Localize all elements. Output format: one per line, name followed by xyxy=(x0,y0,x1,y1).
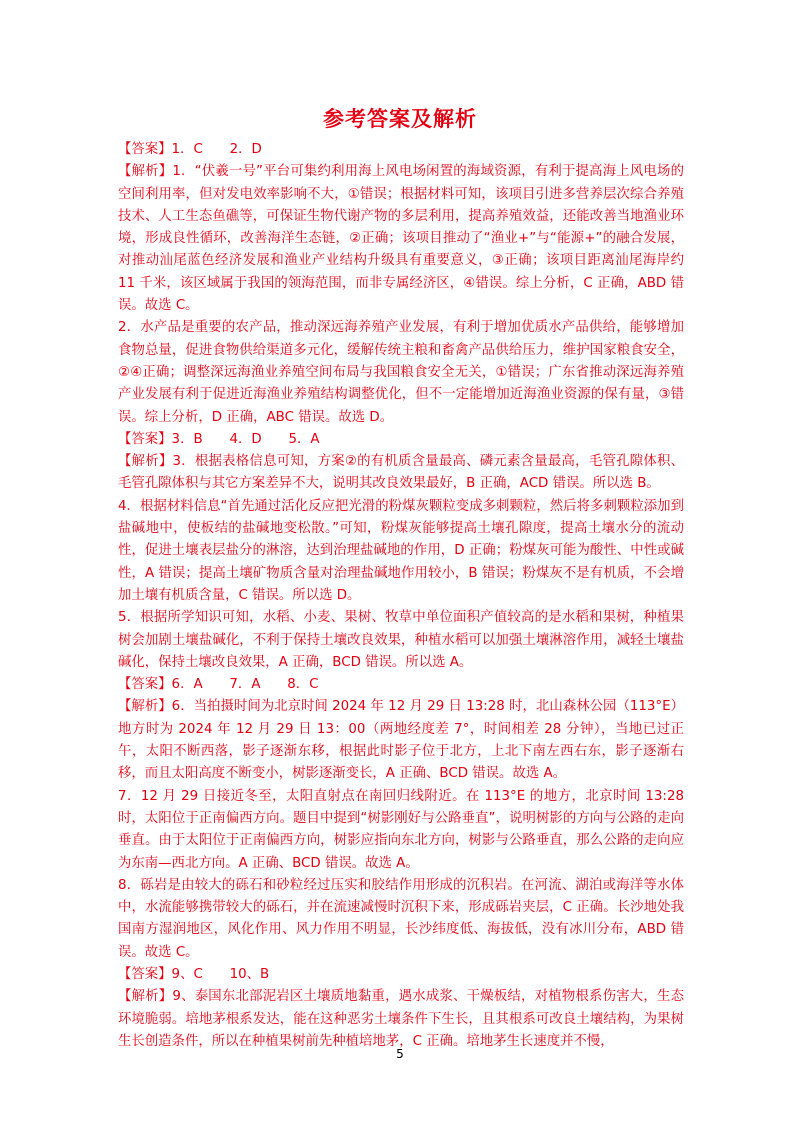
answer-line-9-10: 【答案】9、C 10、B xyxy=(118,966,270,982)
page-title: 参考答案及解析 xyxy=(323,107,477,131)
page-number: 5 xyxy=(396,1047,404,1061)
explanation-q9: 【解析】9、泰国东北部泥岩区土壤质地黏重，遇水成浆、干燥板结，对植物根系伤害大，生态环境脆弱。培地茅根系发达，能在这种恶劣土壤条件下生长，且其根系可改良土壤结构，为果树生长创造条件，所以在种植果树前先种植培地茅，C 正确。培地茅生长速度并不慢， xyxy=(118,989,684,1049)
explanation-q3: 【解析】3．根据表格信息可知，方案②的有机质含量最高、磷元素含量最高，毛管孔隙体积、毛管孔隙体积与其它方案差异不大，说明其改良效果最好，B 正确，ACD 错误。所以选 B。 xyxy=(118,454,684,492)
explanation-q1: 【解析】1．“伏羲一号”平台可集约利用海上风电场闲置的海域资源，有利于提高海上风电场的空间利用率，但对发电效率影响不大，①错误；根据材料可知，该项目引进多营养层次综合养殖技术、人工生态鱼礁等，可保证生物代谢产物的多层利用，提高养殖效益，还能改善当地渔业环境，形成良性循环，改善海洋生态链，②正确；该项目推动了“渔业+”与“能源+”的融合发展，对推动汕尾蓝色经济发展和渔业产业结构升级具有重要意义，③正确；该项目距离汕尾海岸约 11 千米，该区域属于我国的领海范围，而非专属经济区，④错误。综上分析，C 正确，ABD 错误。故选 C。 xyxy=(118,164,684,314)
explanation-q6: 【解析】6．当拍摄时间为北京时间 2024 年 12 月 29 日 13:28 时，北山森林公园（113°E）地方时为 2024 年 12 月 29 日 13：00（两地经度差 7°，时间相差 28 分钟），当地已过正午，太阳不断西落，影子逐渐东移，根据此时影子位于北方，上北下南左西右东，影子逐渐右移，而且太阳高度不断变小，树影逐渐变长，A 正确、BCD 错误。故选 A。 xyxy=(118,699,684,782)
answer-line-1-2: 【答案】1．C 2．D xyxy=(118,142,262,157)
answer-line-3-5: 【答案】3．B 4．D 5．A xyxy=(118,431,320,447)
explanation-q8: 8．砾岩是由较大的砾石和砂粒经过压实和胶结作用形成的沉积岩。在河流、湖泊或海洋等水体中，水流能够携带较大的砾石，并在流速减慢时沉积下来，形成砾岩夹层，C 正确。长沙地处我国南方湿润地区，风化作用、风力作用不明显，长沙纬度低、海拔低，没有冰川分布，ABD 错误。故选 C。 xyxy=(118,877,684,960)
explanation-q5: 5．根据所学知识可知，水稻、小麦、果树、牧草中单位面积产值较高的是水稻和果树，种植果树会加剧土壤盐碱化，不利于保持土壤改良效果，种植水稻可以加强土壤淋溶作用，减轻土壤盐碱化，保持土壤改良效果，A 正确，BCD 错误。所以选 A。 xyxy=(118,610,684,670)
explanation-q4: 4．根据材料信息“首先通过活化反应把光滑的粉煤灰颗粒变成多刺颗粒，然后将多刺颗粒添加到盐碱地中，使板结的盐碱地变松散。”可知，粉煤灰能够提高土壤孔隙度，提高土壤水分的流动性，促进土壤表层盐分的淋溶，达到治理盐碱地的作用，D 正确；粉煤灰可能为酸性、中性或碱性，A 错误；提高土壤矿物质含量对治理盐碱地作用较小，B 错误；粉煤灰不是有机质，不会增加土壤有机质含量，C 错误。所以选 D。 xyxy=(118,498,684,603)
explanation-q2: 2．水产品是重要的农产品，推动深远海养殖产业发展，有利于增加优质水产品供给，能够增加食物总量，促进食物供给渠道多元化，缓解传统主粮和畜禽产品供给压力，维护国家粮食安全，②④正确；调整深远海渔业养殖空间布局与我国粮食安全无关，①错误；广东省推动深远海养殖产业发展有利于促进近海渔业养殖结构调整优化，但不一定能增加近海渔业资源的保有量，③错误。综上分析，D 正确，ABC 错误。故选 D。 xyxy=(118,320,684,425)
explanation-q7: 7．12 月 29 日接近冬至，太阳直射点在南回归线附近。在 113°E 的地方，北京时间 13:28 时，太阳位于正南偏西方向。题目中提到“树影刚好与公路垂直”，说明树影的方向与公路的走向垂直。由于太阳位于正南偏西方向，树影应指向东北方向，树影与公路垂直，那么公路的走向应为东南—西北方向。A 正确、BCD 错误。故选 A。 xyxy=(118,788,684,871)
answer-line-6-8: 【答案】6．A 7．A 8．C xyxy=(118,677,319,693)
answer-body xyxy=(118,139,684,1053)
